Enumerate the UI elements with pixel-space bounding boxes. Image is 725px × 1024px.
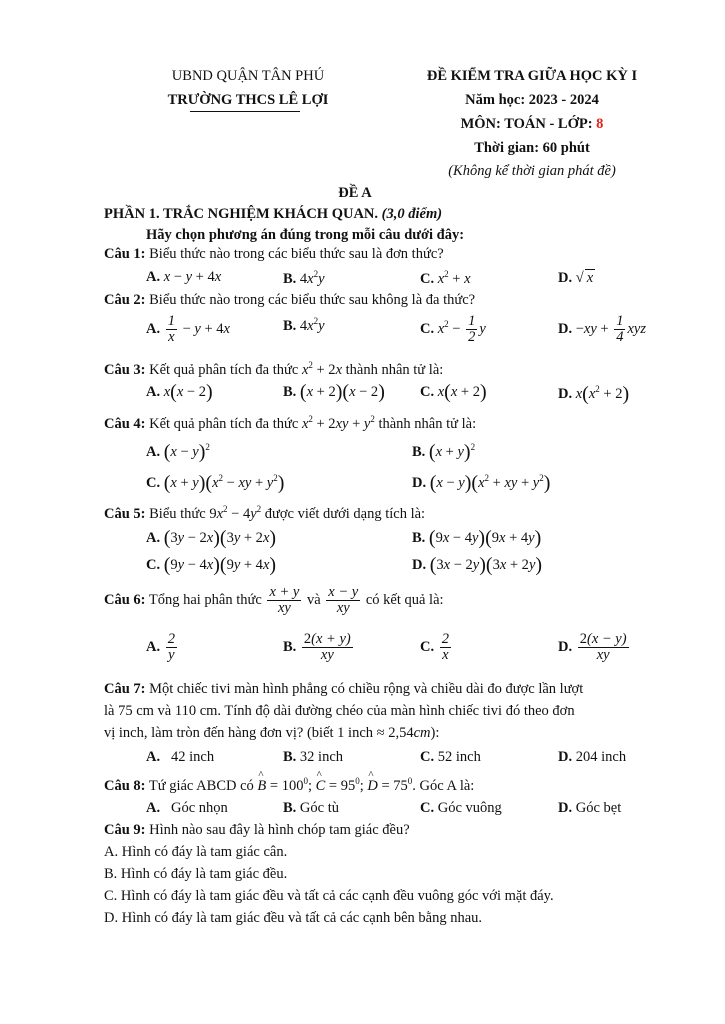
option-letter: A — [146, 444, 157, 460]
option-letter: D — [558, 800, 569, 816]
option-letter: D — [558, 320, 569, 337]
question-2 — [104, 292, 475, 309]
subject-grade — [382, 116, 682, 133]
q3-option-a[interactable]: A. x(x − 2) — [146, 381, 213, 403]
option-letter: A — [146, 530, 157, 546]
q6-text3: có kết quả là: — [362, 591, 444, 608]
question-1 — [104, 246, 444, 263]
q6-option-a[interactable]: A. $\frac{2}{y}$ — [146, 631, 175, 663]
q4-option-d[interactable]: D. $(x - y)(x^2$ + xy + $y^2$) — [412, 472, 551, 494]
q4-text2: thành nhân tử là: — [374, 416, 477, 432]
q7-option-a[interactable]: A. 42 inch — [146, 749, 215, 765]
option-letter: D — [412, 475, 423, 491]
q4-option-c[interactable]: C. $(x + y)(x^2$ − xy + $y^2$) — [146, 472, 285, 494]
q9-option-a[interactable]: A. Hình có đáy là tam giác cân. — [104, 844, 288, 860]
q2-option-d[interactable]: D. −xy + $\frac{1}{4}$ xyz — [558, 313, 646, 345]
q9-option-c[interactable]: C. Hình có đáy là tam giác đều và tất cả các cạnh đều vuông góc với mặt đáy. — [104, 888, 554, 904]
q7-label: Câu 7: — [104, 681, 146, 697]
q7-unit: cm — [413, 725, 431, 741]
option-letter: B — [283, 384, 293, 400]
q3-option-c[interactable]: C. x(x + 2) — [420, 381, 487, 403]
option-letter: A — [146, 269, 157, 285]
q9-option-d[interactable]: D. Hình có đáy là tam giác đều và tất cả các cạnh bên bằng nhau. — [104, 910, 483, 926]
option-letter: B — [283, 749, 293, 765]
q4-option-b[interactable]: B. $(x + y)^2$ — [412, 441, 476, 463]
option-letter: B — [412, 444, 422, 460]
q3-option-b[interactable]: B. (x + 2)(x − 2) — [283, 381, 385, 403]
q7-option-d-text: 204 inch — [575, 749, 627, 765]
q1-label: Câu 1: — [104, 246, 146, 262]
option-letter: C — [146, 475, 157, 491]
q6-text2: và — [303, 591, 325, 608]
option-letter: B — [283, 271, 293, 287]
q7-line3d: ): — [430, 725, 440, 741]
option-letter: C — [146, 557, 157, 573]
q9-text: Hình nào sau đây là hình chóp tam giác đều? — [145, 822, 410, 838]
q1-option-a[interactable]: A. x − y + 4x — [146, 269, 222, 285]
q2-option-a[interactable]: A. $\frac{1}{x}$ − y + 4x — [146, 313, 230, 345]
q5-text: Biểu thức — [145, 506, 210, 522]
q7-option-c-text: 52 inch — [437, 749, 481, 765]
option-letter: B — [283, 800, 293, 816]
q4-label: Câu 4: — [104, 416, 146, 432]
q8-text: Tứ giác ABCD có — [145, 778, 258, 794]
option-letter: A — [146, 800, 157, 816]
option-letter: A — [146, 384, 157, 400]
option-letter: D — [558, 270, 569, 286]
q4-text: Kết quả phân tích đa thức — [145, 416, 302, 432]
exam-title: ĐỀ KIỂM TRA GIỮA HỌC KỲ I — [426, 68, 638, 84]
option-letter: C — [420, 749, 431, 765]
school-year: Năm học: 2023 - 2024 — [465, 92, 599, 108]
q7-line3a: vị inch, làm tròn đến hàng đơn vị? (biết 1 inch — [104, 725, 377, 741]
section-points: (3,0 điểm) — [378, 206, 443, 222]
q7-line3b: ≈ 2,54 — [376, 725, 414, 741]
q2-option-b[interactable]: B. $4x^2y$ — [283, 316, 325, 334]
option-letter: D — [558, 638, 569, 655]
q5-option-b[interactable]: B. (9x − 4y)(9x + 4y) — [412, 527, 542, 549]
option-letter: B — [283, 638, 293, 655]
option-letter: C — [420, 271, 431, 287]
q2-label: Câu 2: — [104, 292, 146, 308]
option-letter: C — [420, 638, 431, 655]
exam-duration: Thời gian: 60 phút — [474, 140, 590, 156]
option-letter: D — [558, 749, 569, 765]
question-4: Câu 4: Kết quả phân tích đa thức $x^2 + 2xy + y^2$ thành nhân tử là: — [104, 414, 477, 432]
section-title — [104, 206, 442, 223]
q1-option-d[interactable]: D. √ x — [558, 270, 594, 286]
q3-label: Câu 3: — [104, 362, 146, 378]
subject-label: MÔN: TOÁN - LỚP: — [460, 116, 597, 132]
q2-option-c[interactable]: C. $x^2$ − $\frac{1}{2}$ y — [420, 313, 486, 345]
q8-text2: . Góc A là: — [412, 778, 475, 794]
q8-label: Câu 8: — [104, 778, 146, 794]
option-letter: C — [420, 320, 431, 337]
q7-option-b[interactable]: B. 32 inch — [283, 749, 344, 765]
authority-name: UBND QUẬN TÂN PHÚ — [171, 68, 325, 84]
option-letter: C — [420, 800, 431, 816]
q5-option-c[interactable]: C. (9y − 4x)(9y + 4x) — [146, 554, 277, 576]
q6-label: Câu 6: — [104, 591, 146, 608]
q7-line3 — [104, 725, 439, 742]
duration-note: (Không kể thời gian phát đề) — [448, 163, 616, 179]
q6-option-b[interactable]: B. $\frac{2(x + y)}{xy}$ — [283, 631, 351, 663]
q3-option-d[interactable]: D. $x(x^2 + 2)$ — [558, 383, 630, 405]
q6-text: Tổng hai phân thức — [145, 591, 266, 608]
q8-option-c[interactable]: C. Góc vuông — [420, 800, 502, 816]
option-letter: B — [412, 530, 422, 546]
q7-option-b-text: 32 inch — [299, 749, 344, 765]
q9-option-b[interactable]: B. Hình có đáy là tam giác đều. — [104, 866, 288, 882]
question-6: Câu 6: Tổng hai phân thức $\frac{x + y}{xy}$ và $\frac{x - y}{xy}$ có kết quả là: — [104, 584, 444, 616]
question-3: Câu 3: Kết quả phân tích đa thức $x^2 + 2x$ thành nhân tử là: — [104, 360, 444, 378]
section-title-text: PHẦN 1. TRẮC NGHIỆM KHÁCH QUAN. — [104, 206, 379, 222]
q7-option-a-text: 42 inch — [170, 749, 215, 765]
option-letter: B — [283, 318, 293, 334]
question-9 — [104, 822, 410, 839]
q6-option-d[interactable]: D. $\frac{2(x - y)}{xy}$ — [558, 631, 627, 663]
option-letter: A — [146, 749, 157, 765]
q3-text2: thành nhân tử là: — [342, 362, 444, 378]
option-letter: C — [420, 384, 431, 400]
option-letter: D — [412, 557, 423, 573]
q8-option-a-text: Góc nhọn — [170, 800, 228, 816]
q1-option-b[interactable]: B. $4x^2y$ — [283, 269, 325, 287]
q7-line2: là 75 cm và 110 cm. Tính độ dài đường chéo của màn hình chiếc tivi đó theo đơn — [104, 703, 575, 719]
q1-option-c[interactable]: C. $x^2 + x$ — [420, 269, 471, 287]
q4-option-a[interactable]: A. $(x - y)^2$ — [146, 441, 210, 463]
question-5: Câu 5: Biểu thức $9x^2 - 4y^2$ được viết dưới dạng tích là: — [104, 504, 426, 522]
q7-line1: Một chiếc tivi màn hình phẳng có chiều rộng và chiều dài đo được lần lượt — [145, 681, 584, 697]
q3-text: Kết quả phân tích đa thức — [145, 362, 302, 378]
q7-option-c[interactable]: C. 52 inch — [420, 749, 481, 765]
q8-option-d-text: Góc bẹt — [575, 800, 622, 816]
q9-label: Câu 9: — [104, 822, 146, 838]
q5-option-d[interactable]: D. (3x − 2y)(3x + 2y) — [412, 554, 543, 576]
q5-text2: được viết dưới dạng tích là: — [261, 506, 426, 522]
exam-code: ĐỀ A — [338, 185, 372, 201]
option-letter: A — [146, 320, 157, 337]
q8-option-d[interactable]: D. Góc bẹt — [558, 800, 622, 816]
school-underline — [190, 111, 300, 112]
q5-label: Câu 5: — [104, 506, 146, 522]
grade-value: 8 — [596, 116, 604, 132]
q1-text: Biểu thức nào trong các biểu thức sau là đơn thức? — [145, 246, 444, 262]
q5-option-a[interactable]: A. (3y − 2x)(3y + 2x) — [146, 527, 277, 549]
option-letter: D — [558, 386, 569, 402]
question-7 — [104, 681, 583, 698]
q2-text: Biểu thức nào trong các biểu thức sau không là đa thức? — [145, 292, 476, 308]
question-8: Câu 8: Tứ giác ABCD có ^ $B = 100^0$; ^ $C = 95^0$; ^ $D = 75^0$. Góc A là: — [104, 776, 474, 795]
q7-option-d[interactable]: D. 204 inch — [558, 749, 627, 765]
option-letter: A — [146, 638, 157, 655]
q8-option-b-text: Góc tù — [299, 800, 339, 816]
q8-option-b[interactable]: B. Góc tù — [283, 800, 339, 816]
school-name: TRƯỜNG THCS LÊ LỢI — [167, 92, 329, 108]
q8-option-c-text: Góc vuông — [437, 800, 502, 816]
instruction: Hãy chọn phương án đúng trong mỗi câu dưới đây: — [146, 227, 465, 243]
q6-option-c[interactable]: C. $\frac{2}{x}$ — [420, 631, 449, 663]
q8-option-a[interactable]: A. Góc nhọn — [146, 800, 228, 816]
